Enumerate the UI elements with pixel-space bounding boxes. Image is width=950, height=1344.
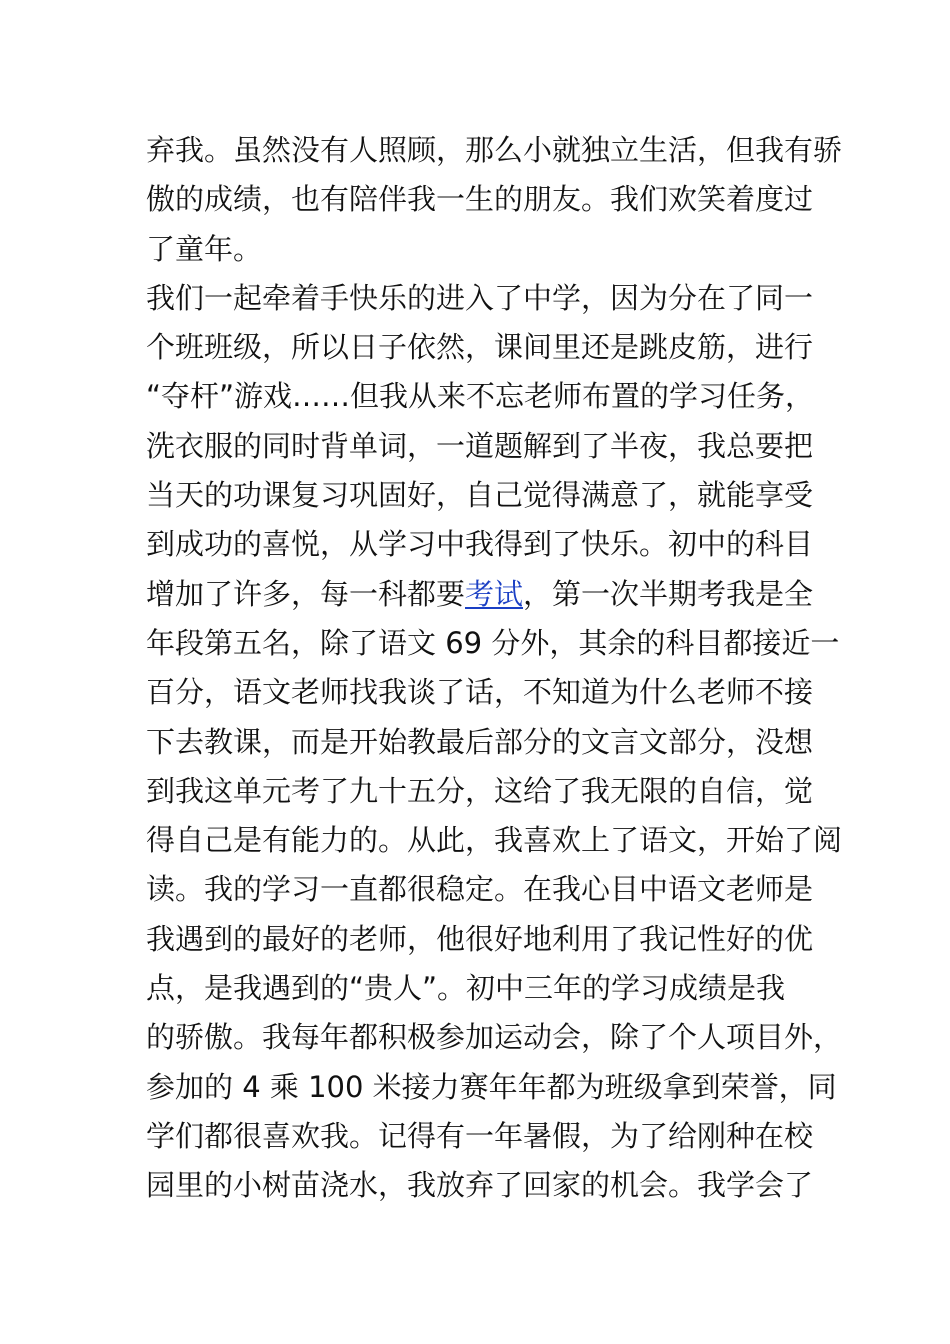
text-line: 百分，语文老师找我谈了话，不知道为什么老师不接	[146, 675, 814, 710]
paragraph-1	[146, 126, 843, 274]
text-line: 园里的小树苗浇水，我放弃了回家的机会。我学会了	[146, 1168, 814, 1203]
exam-link[interactable]: 考试	[465, 576, 524, 611]
text-line: 个班班级，所以日子依然，课间里还是跳皮筋，进行	[146, 330, 814, 365]
text-line: 学们都很喜欢我。记得有一年暑假，为了给刚种在校	[146, 1118, 814, 1153]
text-line: 了童年。	[146, 231, 263, 266]
text-line: 的骄傲。我每年都积极参加运动会，除了个人项目外，	[146, 1020, 843, 1055]
text-line: 到我这单元考了九十五分，这给了我无限的自信，觉	[146, 773, 814, 808]
link-line-suffix: ，第一次半期考我是全	[523, 576, 814, 611]
text-line: 年段第五名，除了语文 69 分外，其余的科目都接近一	[146, 625, 840, 660]
text-line: 下去教课，而是开始教最后部分的文言文部分，没想	[146, 724, 814, 759]
text-line: 弃我。虽然没有人照顾，那么小就独立生活，但我有骄	[146, 133, 843, 167]
text-line: 我们一起牵着手快乐的进入了中学，因为分在了同一	[146, 280, 814, 315]
body-text	[146, 126, 843, 1211]
text-line: 到成功的喜悦，从学习中我得到了快乐。初中的科目	[146, 527, 814, 562]
text-line-with-link	[146, 570, 814, 619]
text-line: 参加的 4 乘 100 米接力赛年年都为班级拿到荣誉，同	[146, 1069, 837, 1104]
text-line: 点，是我遇到的“贵人”。初中三年的学习成绩是我	[146, 971, 786, 1006]
text-line: 我遇到的最好的老师，他很好地利用了我记性好的优	[146, 921, 814, 956]
text-line: “夺杆”游戏……但我从来不忘老师布置的学习任务，	[146, 379, 815, 414]
link-line-prefix: 增加了许多，每一科都要	[146, 576, 466, 611]
text-line: 读。我的学习一直都很稳定。在我心目中语文老师是	[146, 872, 814, 907]
text-line: 洗衣服的同时背单词，一道题解到了半夜，我总要把	[146, 428, 814, 463]
paragraph-2	[146, 274, 843, 1211]
text-line: 得自己是有能力的。从此，我喜欢上了语文，开始了阅	[146, 823, 843, 858]
text-line: 当天的功课复习巩固好，自己觉得满意了，就能享受	[146, 478, 814, 513]
text-line: 傲的成绩，也有陪伴我一生的朋友。我们欢笑着度过	[146, 182, 814, 217]
